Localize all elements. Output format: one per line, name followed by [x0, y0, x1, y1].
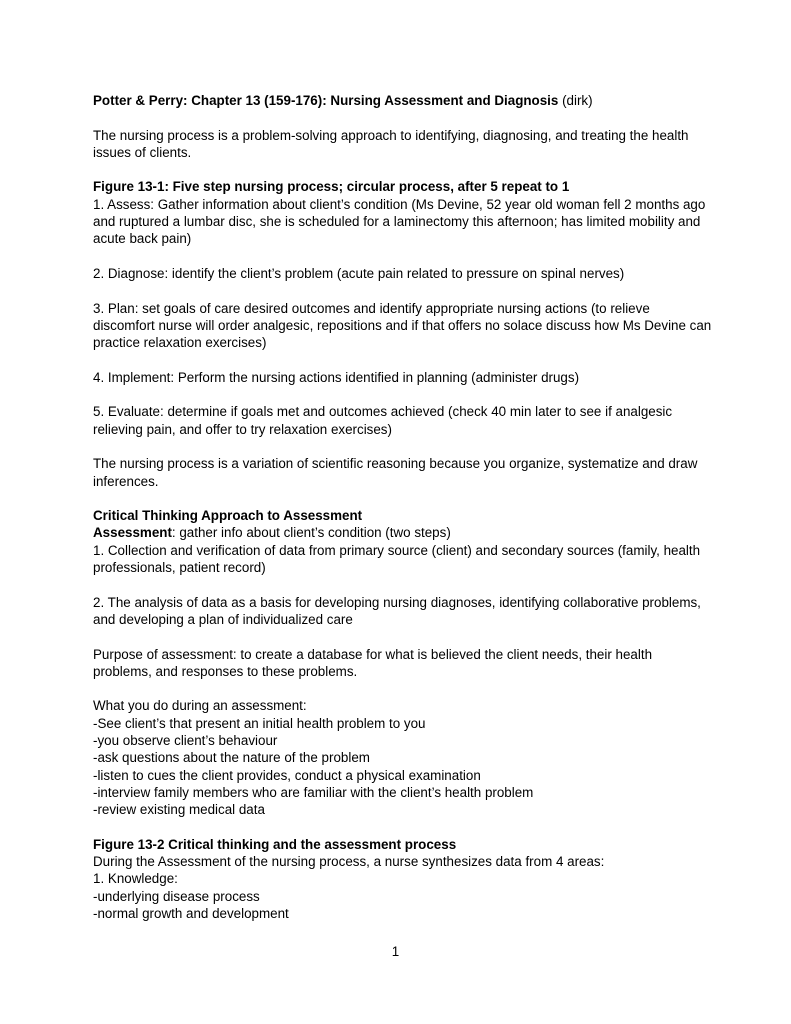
list-heading: What you do during an assessment:: [93, 698, 307, 714]
text-line: 5. Evaluate: determine if goals met and outcomes achieved (check 40 min later to see if analgesic: [93, 404, 673, 420]
list-item: -underlying disease process: [93, 888, 260, 904]
figure-13-2-section: [93, 836, 711, 922]
text-line: 1. Assess: Gather information about client’s condition (Ms Devine, 52 year old woman fell 2 months ago: [93, 196, 706, 212]
text-line: professionals, patient record): [93, 560, 266, 576]
text-line: 2. Diagnose: identify the client’s problem (acute pain related to pressure on spinal nerves): [93, 265, 625, 281]
text-line: 3. Plan: set goals of care desired outcomes and identify appropriate nursing actions (to relieve: [93, 300, 650, 316]
variation-paragraph: [93, 455, 711, 490]
figure-13-2-heading: Figure 13-2 Critical thinking and the assessment process: [93, 836, 457, 852]
list-item: -you observe client’s behaviour: [93, 732, 278, 748]
text-line: acute back pain): [93, 231, 192, 247]
step-2-paragraph: [93, 265, 711, 282]
step-3-paragraph: [93, 300, 711, 352]
critical-thinking-section: [93, 507, 711, 576]
list-item: -interview family members who are familiar with the client’s health problem: [93, 784, 534, 800]
text-line: 4. Implement: Perform the nursing actions identified in planning (administer drugs): [93, 369, 580, 385]
title-bold: Potter & Perry: Chapter 13 (159-176): Nursing Assessment and Diagnosis: [93, 93, 559, 108]
text-line: and developing a plan of individualized care: [93, 611, 353, 627]
text-line: The nursing process is a variation of scientific reasoning because you organize, systematize and draw: [93, 456, 698, 472]
text-line: inferences.: [93, 473, 159, 489]
text-line: 1. Knowledge:: [93, 871, 178, 887]
text-line: 1. Collection and verification of data from primary source (client) and secondary sources (family, health: [93, 542, 701, 558]
text-line: discomfort nurse will order analgesic, repositions and if that offers no solace discuss how Ms Devine can: [93, 317, 712, 333]
text-line: 2. The analysis of data as a basis for developing nursing diagnoses, identifying collaborative problems,: [93, 594, 701, 610]
list-item: -review existing medical data: [93, 802, 265, 818]
title-author: (dirk): [558, 93, 593, 108]
list-item: -See client’s that present an initial health problem to you: [93, 715, 426, 731]
text-line: and ruptured a lumbar disc, she is scheduled for a laminectomy this afternoon; has limited mobility and: [93, 214, 701, 230]
assessment-term: Assessment: [93, 525, 172, 541]
assessment-definition: [93, 524, 711, 541]
list-item: -ask questions about the nature of the problem: [93, 750, 370, 766]
assessment-text: : gather info about client’s condition (two steps): [171, 525, 451, 541]
step-5-paragraph: [93, 403, 711, 438]
list-item: -listen to cues the client provides, conduct a physical examination: [93, 767, 481, 783]
text-line: problems, and responses to these problems.: [93, 663, 358, 679]
purpose-paragraph: [93, 646, 711, 681]
analysis-paragraph: [93, 594, 711, 629]
assessment-activities-list: [93, 697, 711, 818]
text-line: Purpose of assessment: to create a database for what is believed the client needs, their health: [93, 646, 653, 662]
document-title: [93, 92, 711, 109]
figure-13-1-section: [93, 178, 711, 247]
text-line: relieving pain, and offer to try relaxation exercises): [93, 421, 392, 437]
text-line: issues of clients.: [93, 144, 192, 160]
text-line: The nursing process is a problem-solving approach to identifying, diagnosing, and treating the health: [93, 127, 689, 143]
critical-thinking-heading: Critical Thinking Approach to Assessment: [93, 508, 363, 524]
figure-13-1-heading: Figure 13-1: Five step nursing process; circular process, after 5 repeat to 1: [93, 179, 570, 195]
text-line: practice relaxation exercises): [93, 335, 267, 351]
page-number: 1: [391, 944, 400, 959]
text-line: During the Assessment of the nursing process, a nurse synthesizes data from 4 areas:: [93, 854, 605, 870]
intro-paragraph: [93, 127, 711, 162]
step-4-paragraph: [93, 369, 711, 386]
list-item: -normal growth and development: [93, 905, 289, 921]
